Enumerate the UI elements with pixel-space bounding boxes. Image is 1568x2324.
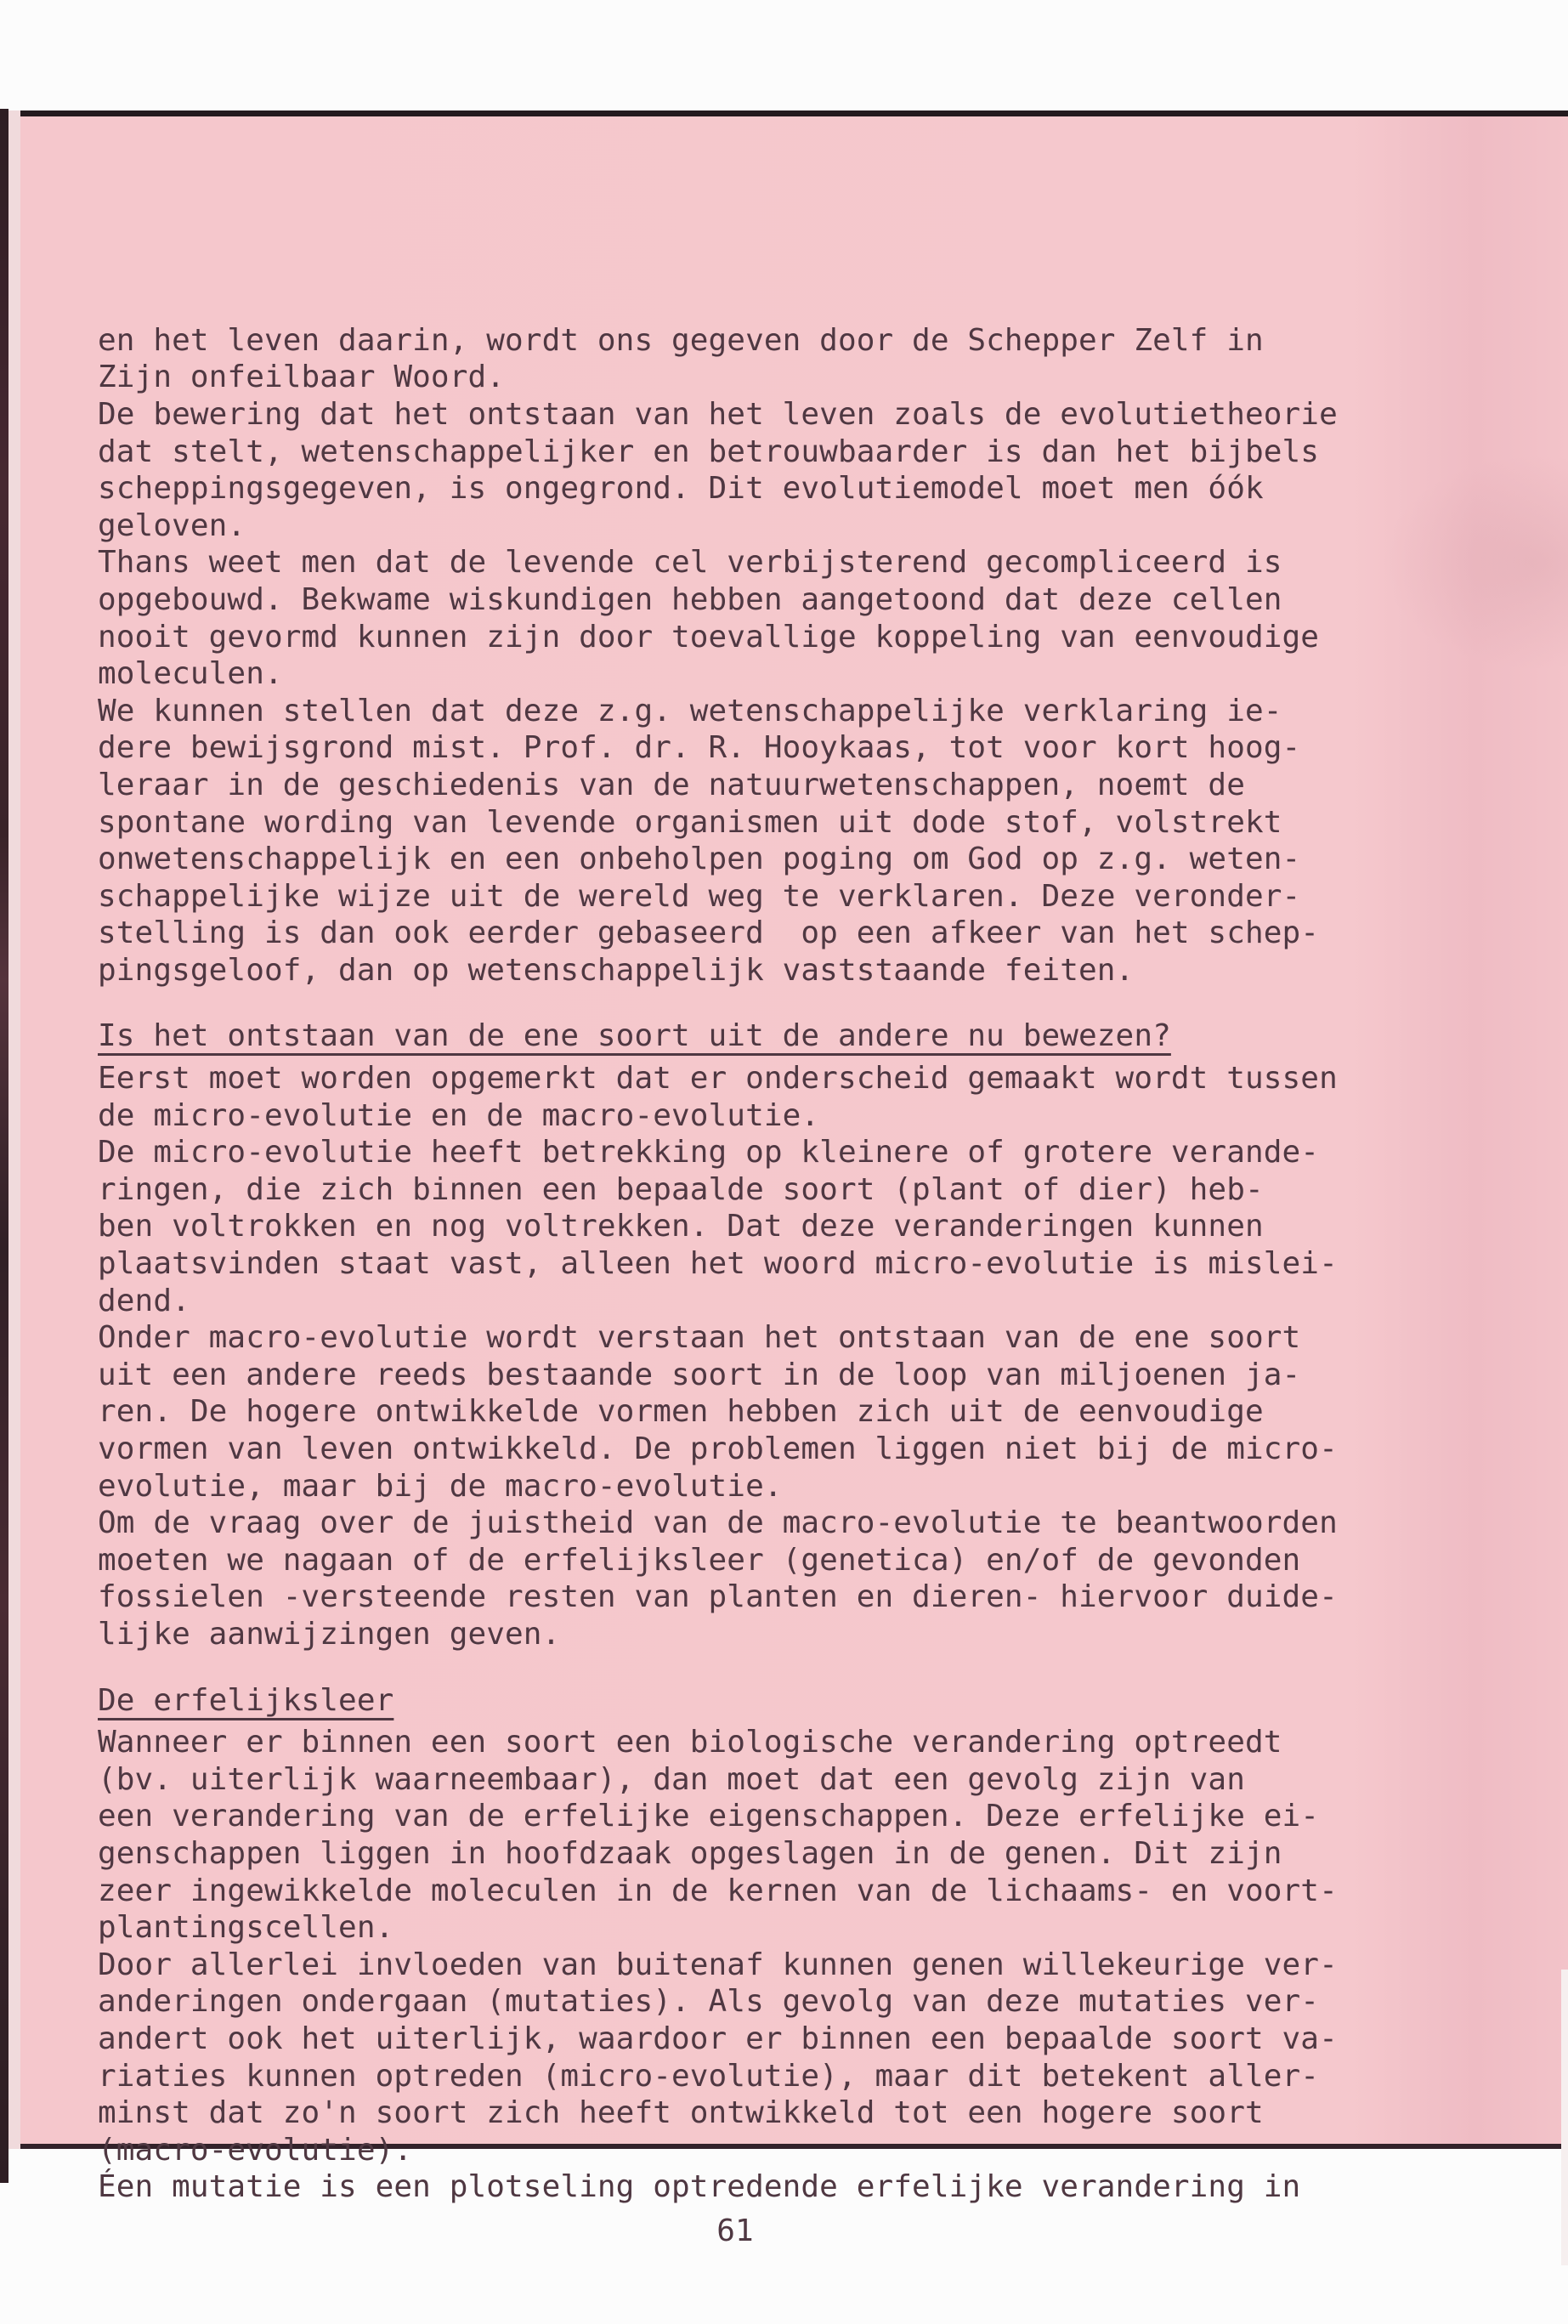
text-line: fossielen -versteende resten van planten en dieren- hiervoor duide-: [98, 1579, 1338, 1615]
text-line: (bv. uiterlijk waarneembaar), dan moet dat een gevolg zijn van: [98, 1761, 1245, 1797]
text-line: moeten we nagaan of de erfelijksleer (genetica) en/of de gevonden: [98, 1542, 1301, 1578]
text-line: lijke aanwijzingen geven.: [98, 1616, 561, 1652]
text-line: De micro-evolutie heeft betrekking op kleinere of grotere verande-: [98, 1135, 1320, 1171]
text-line: riaties kunnen optreden (micro-evolutie), maar dit betekent aller-: [98, 2058, 1320, 2094]
text-line: leraar in de geschiedenis van de natuurwetenschappen, noemt de: [98, 767, 1245, 802]
text-column: [98, 211, 1373, 2324]
text-line: Thans weet men dat de levende cel verbijsterend gecompliceerd is: [98, 545, 1282, 581]
text-line: andert ook het uiterlijk, waardoor er binnen een bepaalde soort va-: [98, 2021, 1338, 2056]
text-line: onwetenschappelijk en een onbeholpen poging om God op z.g. weten-: [98, 842, 1301, 877]
text-line: Eerst moet worden opgemerkt dat er onderscheid gemaakt wordt tussen: [98, 1061, 1338, 1097]
text-line: dat stelt, wetenschappelijker en betrouwbaarder is dan het bijbels: [98, 434, 1320, 469]
text-line: dere bewijsgrond mist. Prof. dr. R. Hooykaas, tot voor kort hoog-: [98, 730, 1301, 766]
text-line: genschappen liggen in hoofdzaak opgeslagen in de genen. Dit zijn: [98, 1835, 1282, 1871]
page-left-sliver: [8, 111, 20, 2149]
text-line: vormen van leven ontwikkeld. De problemen liggen niet bij de micro-: [98, 1431, 1338, 1466]
text-line: dend.: [98, 1283, 190, 1318]
section-heading: [98, 1017, 1373, 1055]
text-line: stelling is dan ook eerder gebaseerd op een afkeer van het schep-: [98, 915, 1320, 951]
text-line: minst dat zo'n soort zich heeft ontwikkeld tot een hogere soort: [98, 2095, 1264, 2131]
text-line: zeer ingewikkelde moleculen in de kernen van de lichaams- en voort-: [98, 1873, 1338, 1908]
text-line: nooit gevormd kunnen zijn door toevallige koppeling van eenvoudige: [98, 619, 1320, 655]
text-line: ringen, die zich binnen een bepaalde soort (plant of dier) heb-: [98, 1171, 1264, 1207]
text-line: uit een andere reeds bestaande soort in de loop van miljoenen ja-: [98, 1357, 1301, 1392]
text-line: plaatsvinden staat vast, alleen het woord micro-evolutie is mislei-: [98, 1246, 1338, 1282]
section-heading: [98, 1682, 1373, 1720]
text-line: moleculen.: [98, 656, 283, 692]
text-line: We kunnen stellen dat deze z.g. wetenschappelijke verklaring ie-: [98, 693, 1282, 728]
page-number: 61: [716, 2213, 754, 2248]
text-line: ben voltrokken en nog voltrekken. Dat deze veranderingen kunnen: [98, 1209, 1264, 1244]
text-line: De bewering dat het ontstaan van het leven zoals de evolutietheorie: [98, 396, 1338, 432]
text-line: Zijn onfeilbaar Woord.: [98, 360, 506, 395]
book-spine-edge: [0, 109, 8, 2183]
text-line: spontane wording van levende organismen uit dode stof, volstrekt: [98, 804, 1282, 840]
text-line: Onder macro-evolutie wordt verstaan het ontstaan van de ene soort: [98, 1320, 1301, 1356]
text-line: plantingscellen.: [98, 1910, 394, 1946]
text-line: pingsgeloof, dan op wetenschappelijk vaststaande feiten.: [98, 952, 1135, 988]
text-line: Door allerlei invloeden van buitenaf kunnen genen willekeurige ver-: [98, 1947, 1338, 1982]
text-line: evolutie, maar bij de macro-evolutie.: [98, 1468, 783, 1504]
text-line: schappelijke wijze uit de wereld weg te verklaren. Deze veronder-: [98, 878, 1301, 914]
section-heading-text: Is het ontstaan van de ene soort uit de andere nu bewezen?: [98, 1018, 1171, 1054]
text-line: en het leven daarin, wordt ons gegeven door de Schepper Zelf in: [98, 322, 1264, 358]
text-line: (macro-evolutie).: [98, 2132, 413, 2168]
text-line: een verandering van de erfelijke eigenschappen. Deze erfelijke ei-: [98, 1799, 1320, 1834]
text-line: Om de vraag over de juistheid van de macro-evolutie te beantwoorden: [98, 1505, 1338, 1541]
text-line: scheppingsgegeven, is ongegrond. Dit evolutiemodel moet men óók: [98, 471, 1264, 507]
page-right-edge-sliver: [1561, 1970, 1568, 2265]
text-line: ren. De hogere ontwikkelde vormen hebben zich uit de eenvoudige: [98, 1394, 1264, 1430]
section-heading-text: De erfelijksleer: [98, 1682, 394, 1718]
text-line: geloven.: [98, 507, 246, 543]
text-line: Wanneer er binnen een soort een biologische verandering optreedt: [98, 1725, 1282, 1760]
text-line: Éen mutatie is een plotseling optredende erfelijke verandering in: [98, 2169, 1301, 2205]
text-line: opgebouwd. Bekwame wiskundigen hebben aangetoond dat deze cellen: [98, 581, 1282, 617]
text-line: anderingen ondergaan (mutaties). Als gevolg van deze mutaties ver-: [98, 1984, 1320, 2020]
book-page: [20, 111, 1568, 2248]
text-line: de micro-evolutie en de macro-evolutie.: [98, 1097, 820, 1133]
